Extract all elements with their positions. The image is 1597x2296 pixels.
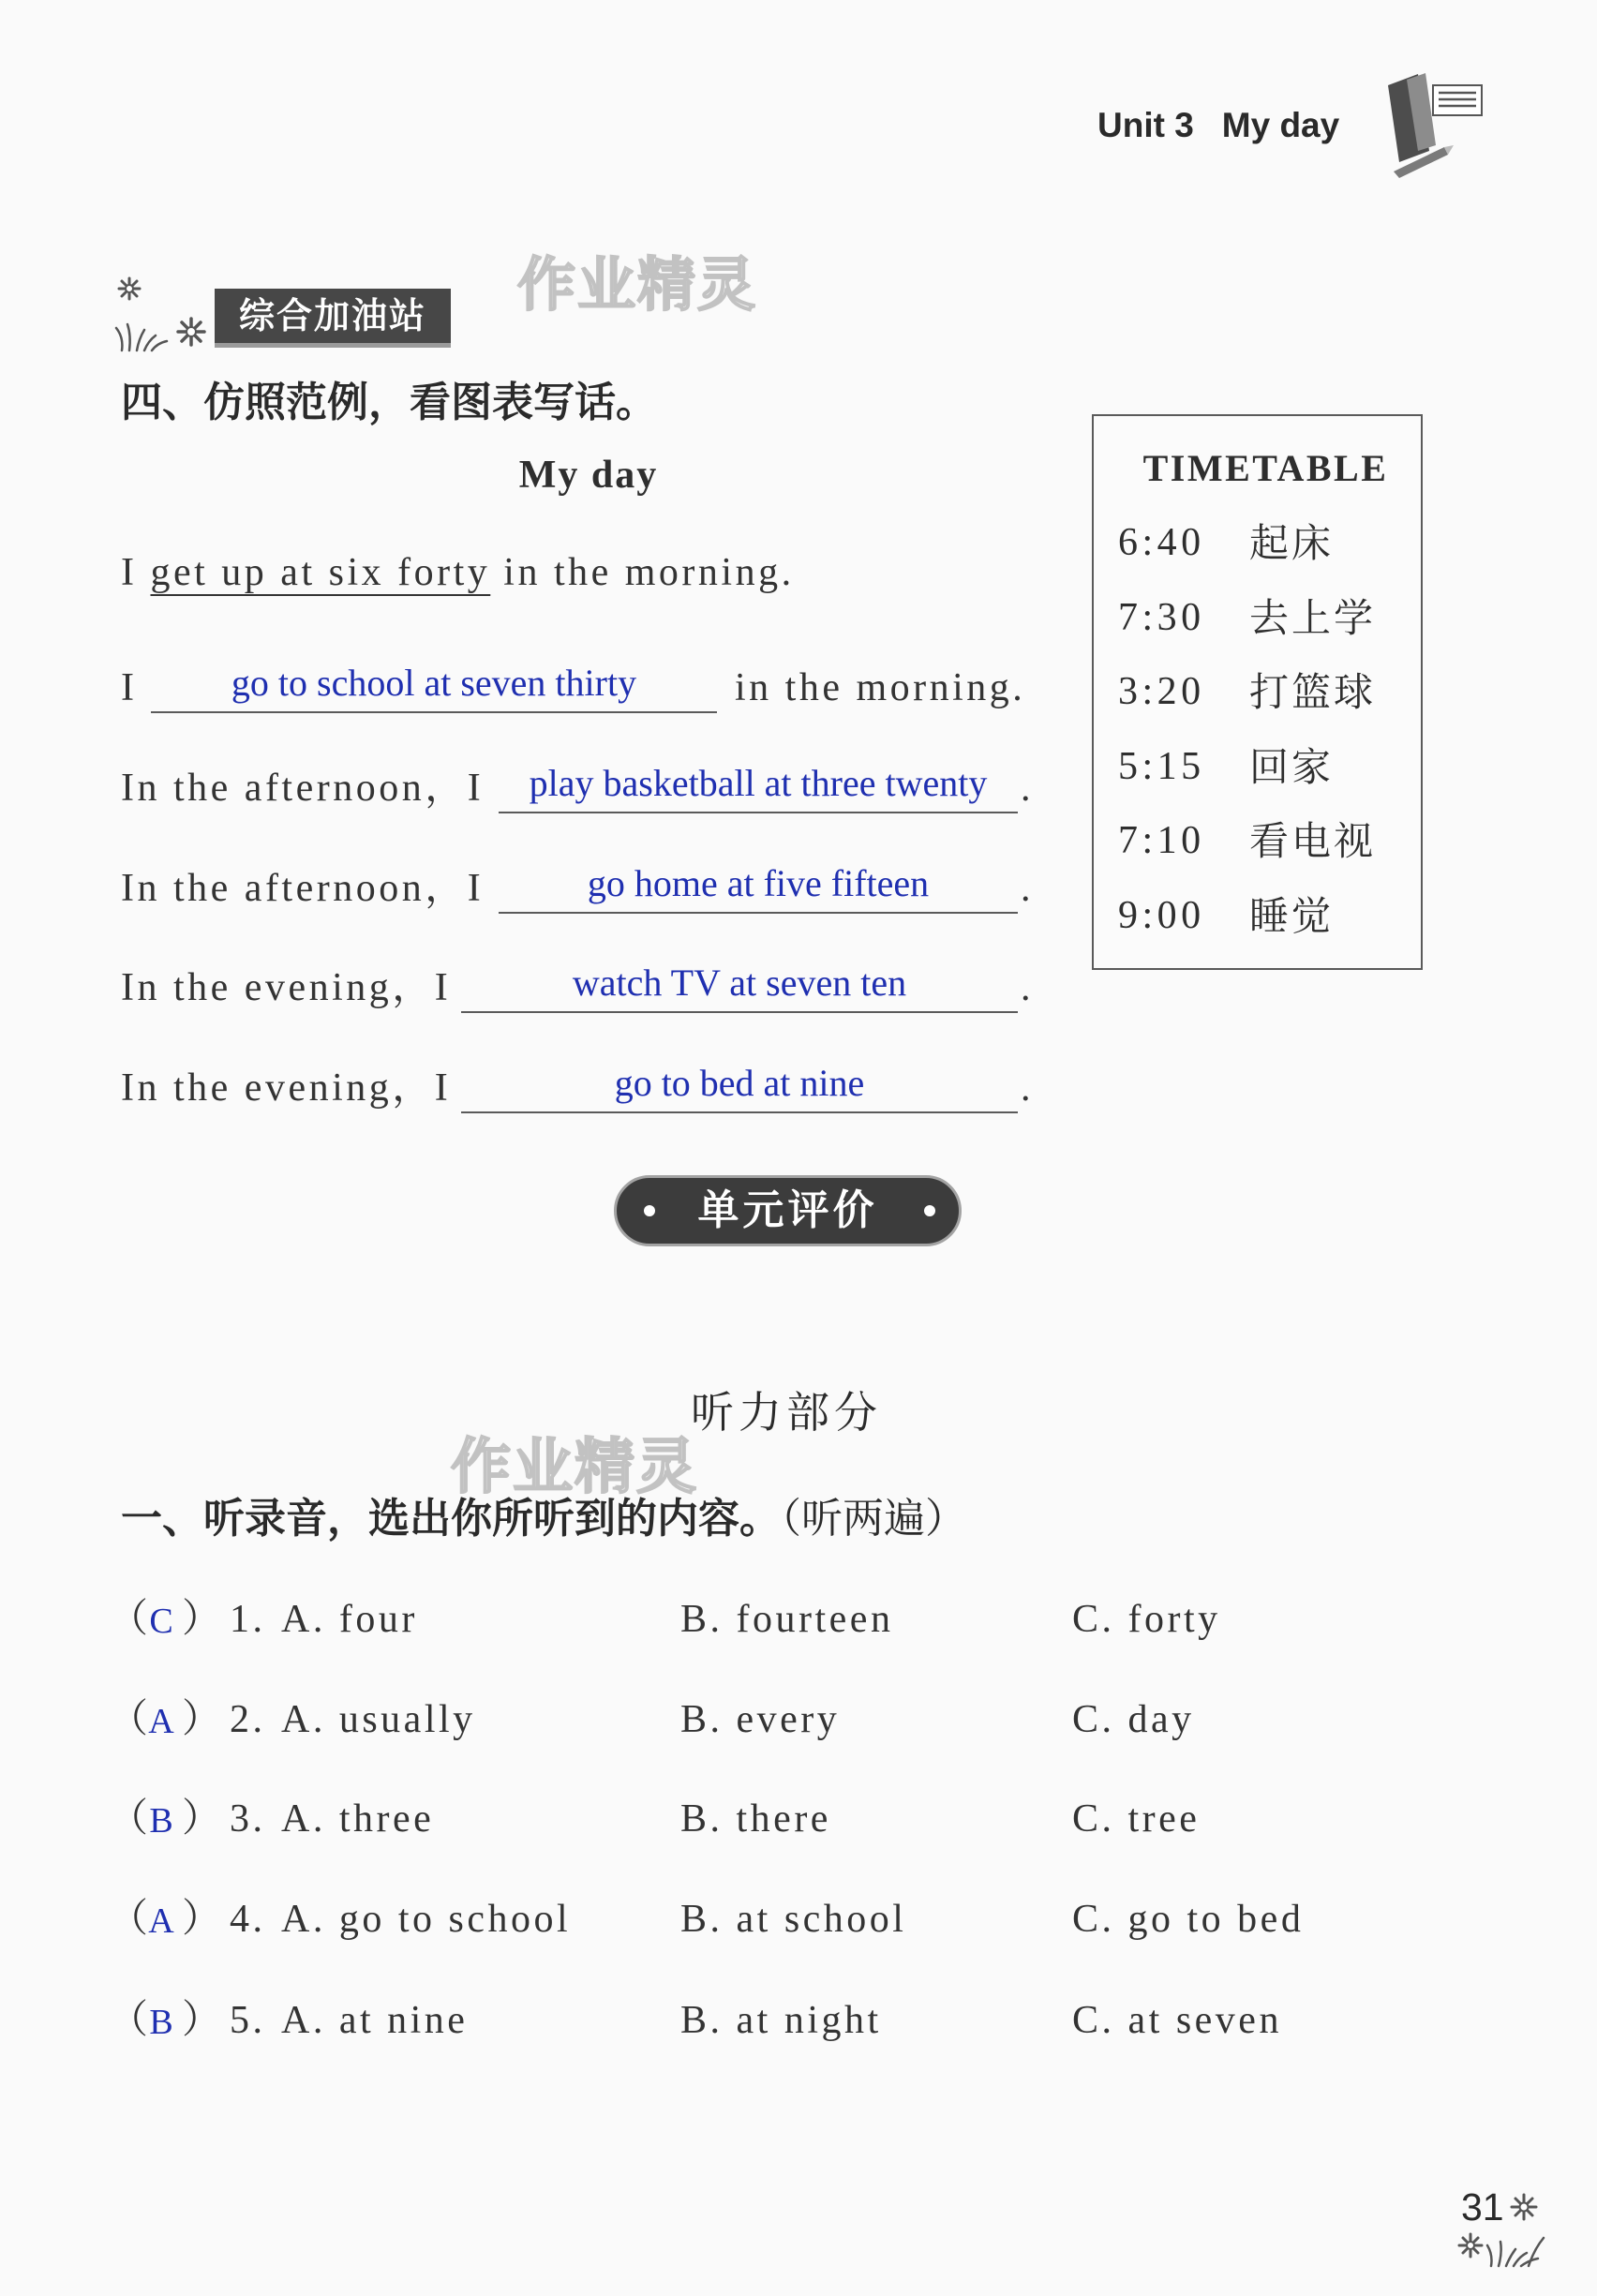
- question-row-3: [0, 1791, 1597, 1847]
- listening-instruction: 一、听录音，选出你所听到的内容。: [121, 1495, 781, 1543]
- timetable-box: [1092, 414, 1423, 970]
- option-b: B. every: [680, 1698, 841, 1741]
- question-row-5: [0, 1992, 1597, 2049]
- timetable-activity: 睡觉: [1249, 892, 1335, 939]
- line-suffix: .: [1021, 867, 1034, 910]
- written-answer: watch TV at seven ten: [572, 962, 907, 1004]
- bracket-close: ）: [182, 1698, 225, 1741]
- question-row-1: [0, 1591, 1597, 1647]
- option-b: B. fourteen: [680, 1598, 894, 1641]
- question-number: 1.: [230, 1598, 266, 1641]
- unit-header: [1097, 103, 1339, 148]
- pill-dot-right: [924, 1205, 935, 1216]
- timetable-activity: 去上学: [1249, 594, 1377, 641]
- passage-title: My day: [518, 454, 659, 497]
- bracket-close: ）: [182, 1797, 225, 1841]
- bracket-open: （: [109, 1797, 152, 1841]
- timetable-activity: 回家: [1249, 743, 1335, 790]
- timetable-rows: [1094, 506, 1421, 954]
- chosen-answer: C: [149, 1602, 173, 1641]
- line-suffix: .: [1021, 1066, 1034, 1110]
- exercise-heading: 四、仿照范例，看图表写话。: [121, 379, 657, 426]
- answer-blank: [151, 660, 717, 713]
- line-prefix: In the afternoon，I: [121, 867, 485, 910]
- written-answer: go to school at seven thirty: [231, 662, 637, 704]
- example-end: in the morning.: [503, 551, 795, 594]
- line-suffix: .: [1021, 966, 1034, 1009]
- timetable-time: 9:00: [1118, 893, 1205, 937]
- option-c: C. day: [1072, 1698, 1195, 1741]
- answer-blank: [461, 960, 1018, 1013]
- timetable-row: [1094, 804, 1421, 879]
- question-number: 2.: [230, 1698, 266, 1741]
- line-prefix: In the evening，I: [121, 966, 452, 1009]
- unit-review-label: 单元评价: [697, 1186, 878, 1234]
- line-prefix: In the afternoon，I: [121, 767, 485, 810]
- option-a: A. go to school: [281, 1898, 572, 1941]
- timetable-time: 5:15: [1118, 744, 1205, 788]
- stationery-icon: [1382, 67, 1486, 181]
- written-answer: play basketball at three twenty: [529, 762, 988, 804]
- unit-review-banner: [614, 1175, 962, 1246]
- grass-icon: [1454, 2229, 1547, 2268]
- option-b: B. there: [680, 1797, 831, 1841]
- listening-part-title: 听力部分: [691, 1387, 882, 1438]
- listening-note: （听两遍）: [781, 1495, 966, 1543]
- timetable-row: [1094, 581, 1421, 656]
- line-prefix: I: [121, 666, 138, 709]
- bracket-close: ）: [182, 1898, 225, 1941]
- timetable-activity: 起床: [1249, 520, 1335, 566]
- listening-heading: [121, 1491, 966, 1547]
- option-c: C. go to bed: [1072, 1898, 1305, 1941]
- watermark: 作业精灵: [517, 250, 758, 319]
- chosen-answer: A: [148, 1901, 174, 1941]
- option-c: C. tree: [1072, 1797, 1201, 1841]
- timetable-row: [1094, 879, 1421, 954]
- written-answer: go home at five fifteen: [587, 862, 930, 904]
- option-a: A. at nine: [281, 1999, 469, 2042]
- option-c: C. at seven: [1072, 1999, 1282, 2042]
- page-number: 31: [1461, 2185, 1504, 2229]
- timetable-title: TIMETABLE: [1142, 447, 1389, 489]
- question-number: 5.: [230, 1999, 266, 2042]
- bracket-open: （: [109, 1898, 152, 1941]
- example-sentence: [121, 544, 795, 601]
- bracket-open: （: [109, 1999, 152, 2042]
- timetable-time: 7:30: [1118, 595, 1205, 639]
- timetable-activity: 看电视: [1249, 818, 1377, 865]
- option-c: C. forty: [1072, 1598, 1221, 1641]
- chosen-answer: A: [148, 1702, 174, 1741]
- bracket-close: ）: [182, 1999, 225, 2042]
- bracket-open: （: [109, 1598, 152, 1641]
- option-a: A. three: [281, 1797, 435, 1841]
- timetable-row: [1094, 506, 1421, 581]
- question-row-4: [0, 1891, 1597, 1947]
- question-row-2: [0, 1692, 1597, 1748]
- flower-grass-icon: [112, 274, 211, 353]
- option-b: B. at school: [680, 1898, 907, 1941]
- line-suffix: in the morning.: [735, 666, 1026, 709]
- unit-title: My day: [1221, 106, 1340, 144]
- unit-label: Unit 3: [1097, 106, 1194, 144]
- example-start: I: [121, 551, 138, 594]
- question-number: 3.: [230, 1797, 266, 1841]
- timetable-time: 6:40: [1118, 521, 1205, 564]
- example-underlined-phrase: get up at six forty: [150, 551, 491, 594]
- timetable-row: [1094, 730, 1421, 805]
- chosen-answer: B: [149, 2003, 173, 2042]
- timetable-time: 7:10: [1118, 819, 1205, 863]
- bracket-open: （: [109, 1698, 152, 1741]
- answer-blank: [499, 760, 1018, 813]
- flower-icon: [1506, 2191, 1542, 2223]
- option-a: A. four: [281, 1598, 418, 1641]
- timetable-activity: 打篮球: [1249, 669, 1377, 716]
- answer-blank: [461, 1060, 1018, 1113]
- line-suffix: .: [1021, 767, 1034, 810]
- timetable-row: [1094, 655, 1421, 730]
- written-answer: go to bed at nine: [614, 1062, 865, 1104]
- section-banner: 综合加油站: [215, 289, 451, 348]
- option-a: A. usually: [281, 1698, 476, 1741]
- timetable-time: 3:20: [1118, 670, 1205, 714]
- chosen-answer: B: [149, 1801, 173, 1841]
- bracket-close: ）: [182, 1598, 225, 1641]
- writing-line-5: [0, 1060, 1597, 1116]
- option-b: B. at night: [680, 1999, 882, 2042]
- question-number: 4.: [230, 1898, 266, 1941]
- answer-blank: [499, 860, 1018, 914]
- watermark: 作业精灵: [451, 1433, 698, 1502]
- line-prefix: In the evening，I: [121, 1066, 452, 1110]
